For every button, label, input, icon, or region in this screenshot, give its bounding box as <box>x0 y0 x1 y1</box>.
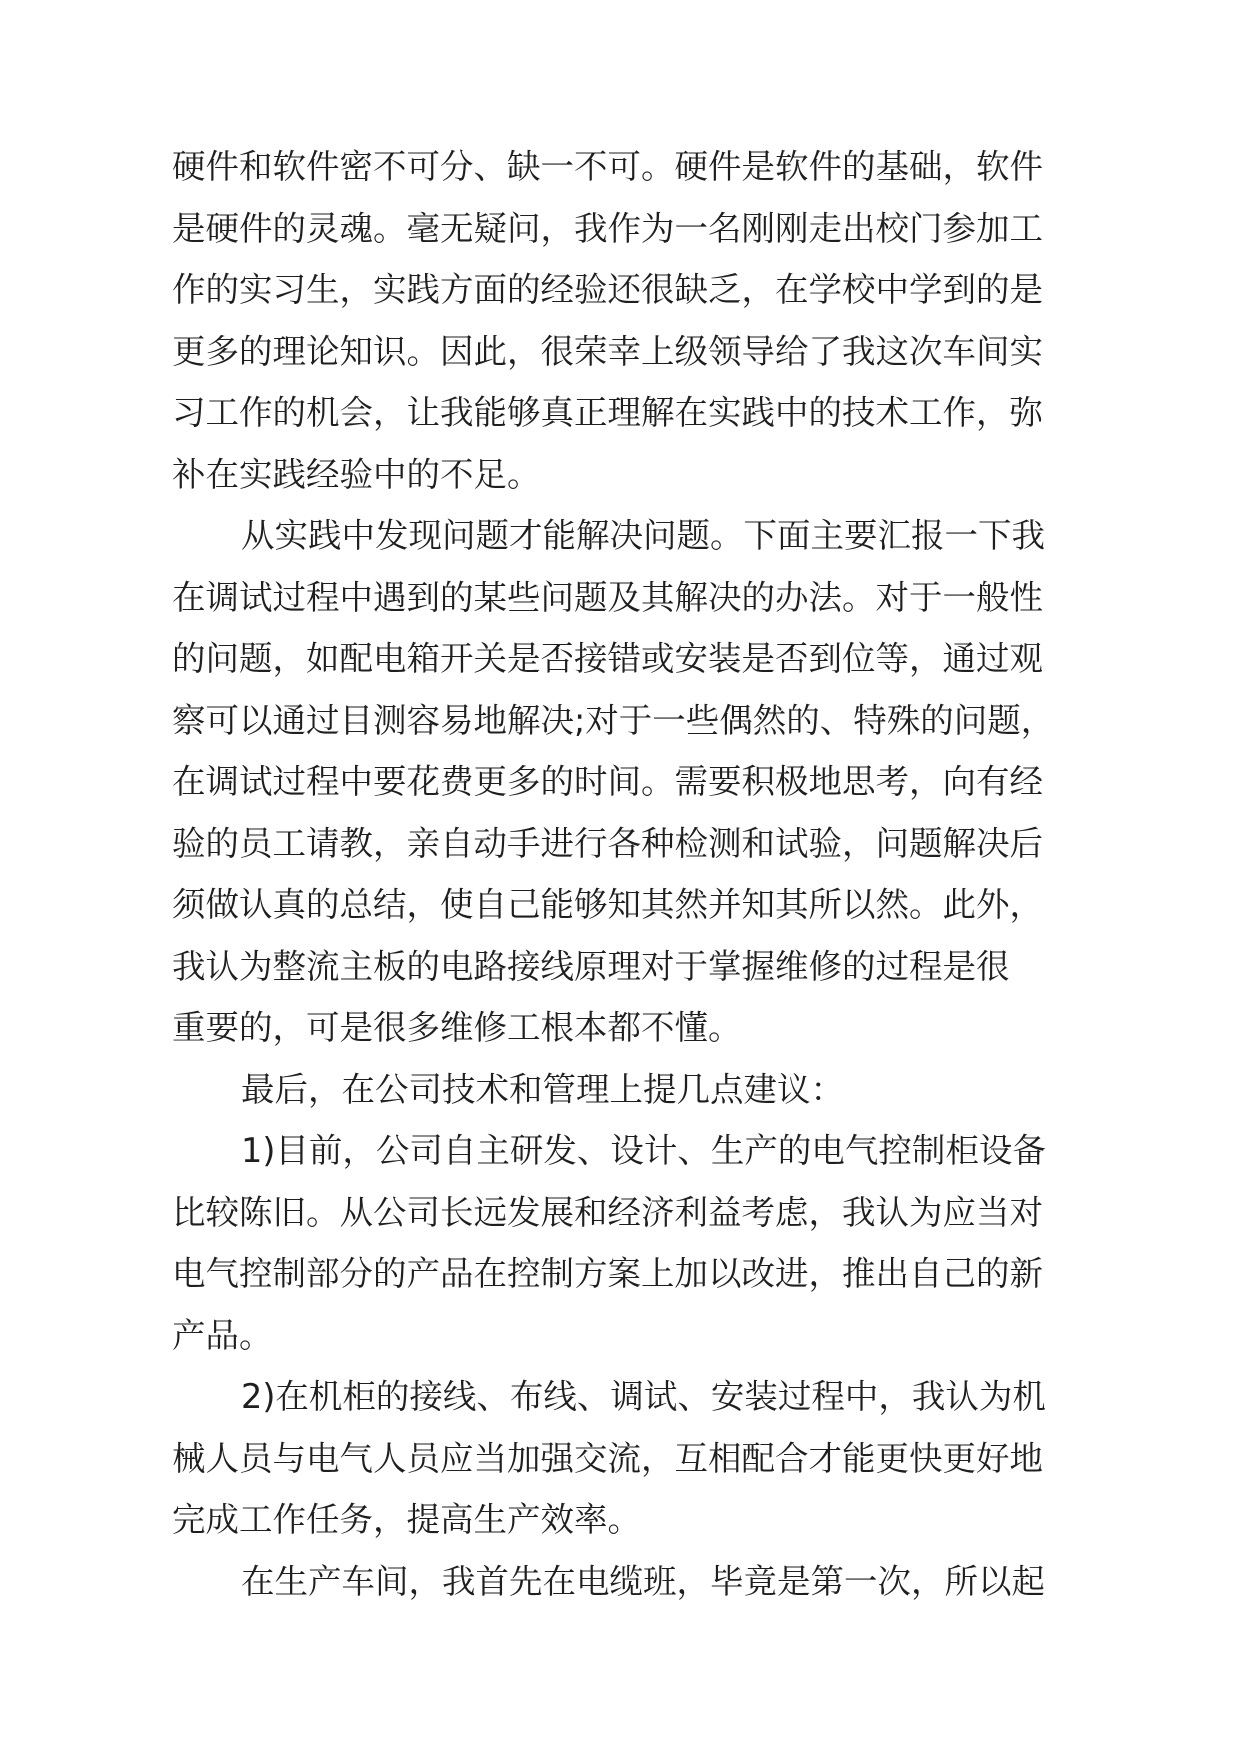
paragraph <box>172 1551 1045 1613</box>
text-line: 补在实践经验中的不足。 <box>172 454 541 494</box>
paragraph <box>172 136 1043 505</box>
text-line: 产品。 <box>172 1315 273 1355</box>
text-line: 习工作的机会，让我能够真正理解在实践中的技术工作，弥 <box>172 393 1043 432</box>
text-line: 我认为整流主板的电路接线原理对于掌握维修的过程是很 <box>172 946 1010 986</box>
text-line: 更多的理论知识。因此，很荣幸上级领导给了我这次车间实 <box>172 331 1043 371</box>
text-line: 察可以通过目测容易地解决;对于一些偶然的、特殊的问题， <box>172 700 1055 740</box>
text-line: 验的员工请教，亲自动手进行各种检测和试验，问题解决后 <box>172 823 1043 863</box>
text-line: 在生产车间，我首先在电缆班，毕竟是第一次，所以起 <box>241 1561 1045 1601</box>
text-line: 在调试过程中遇到的某些问题及其解决的办法。对于一般性 <box>172 577 1043 617</box>
text-line: 最后，在公司技术和管理上提几点建议： <box>241 1069 844 1109</box>
text-line: 作的实习生，实践方面的经验还很缺乏，在学校中学到的是 <box>172 270 1043 309</box>
text-line: 从实践中发现问题才能解决问题。下面主要汇报一下我 <box>241 516 1045 555</box>
text-line: 1)目前，公司自主研发、设计、生产的电气控制柜设备 <box>241 1131 1046 1170</box>
text-line: 是硬件的灵魂。毫无疑问，我作为一名刚刚走出校门参加工 <box>172 208 1043 248</box>
paragraph <box>172 1366 1046 1551</box>
text-line: 硬件和软件密不可分、缺一不可。硬件是软件的基础，软件 <box>172 147 1043 186</box>
text-line: 械人员与电气人员应当加强交流，互相配合才能更快更好地 <box>172 1438 1043 1478</box>
text-line: 须做认真的总结，使自己能够知其然并知其所以然。此外， <box>172 885 1043 924</box>
text-line: 完成工作任务，提高生产效率。 <box>172 1500 641 1539</box>
text-line: 在调试过程中要花费更多的时间。需要积极地思考，向有经 <box>172 762 1043 801</box>
paragraph <box>172 1059 940 1121</box>
text-line: 的问题，如配电箱开关是否接错或安装是否到位等，通过观 <box>172 639 1043 678</box>
text-line: 2)在机柜的接线、布线、调试、安装过程中，我认为机 <box>241 1377 1046 1416</box>
document-body-text <box>172 136 1055 1612</box>
paragraph <box>172 1120 1046 1366</box>
text-line: 比较陈旧。从公司长远发展和经济利益考虑，我认为应当对 <box>172 1192 1043 1232</box>
paragraph <box>172 505 1055 1059</box>
text-line: 重要的，可是很多维修工根本都不懂。 <box>172 1008 742 1047</box>
text-line: 电气控制部分的产品在控制方案上加以改进，推出自己的新 <box>172 1254 1043 1293</box>
